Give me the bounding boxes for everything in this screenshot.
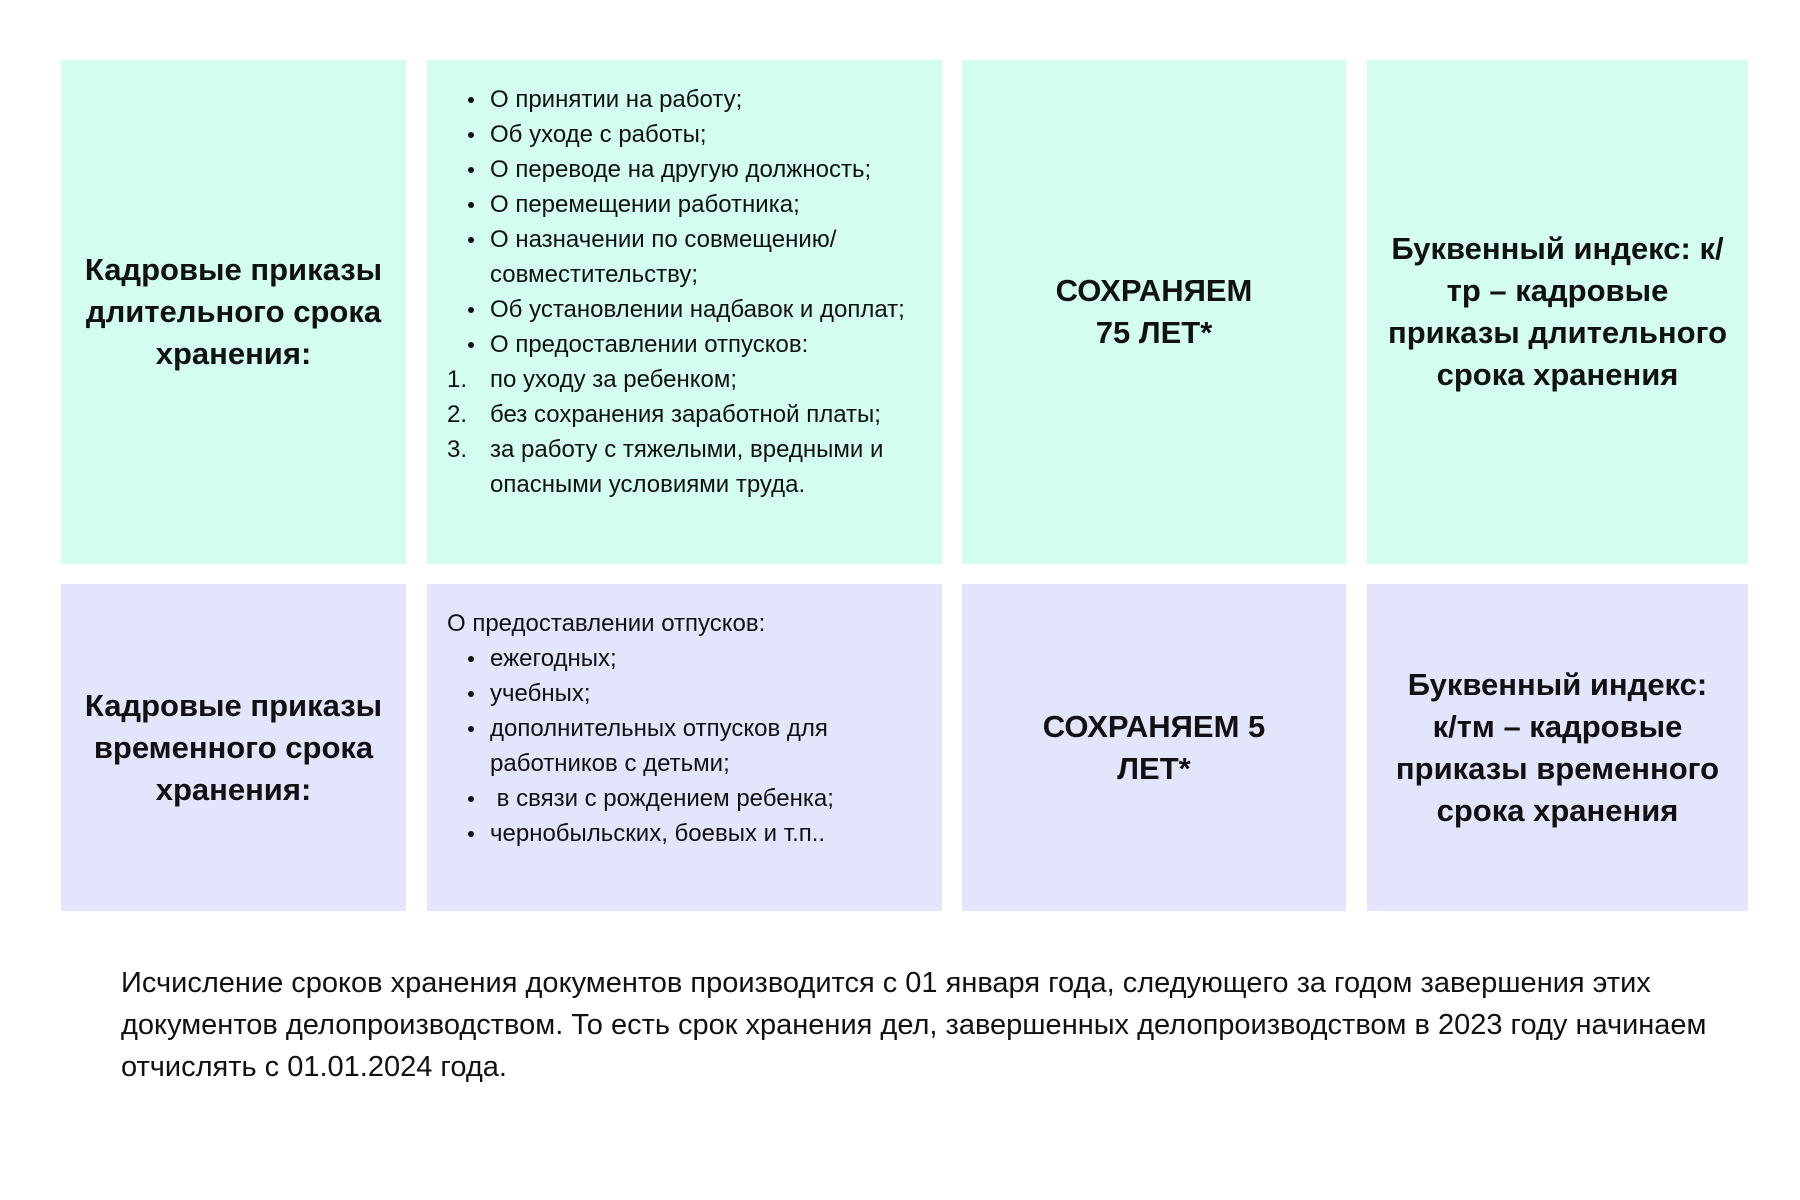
list-item: дополнительных отпусков для работников с детьми;	[490, 711, 926, 781]
row2-storage-term: СОХРАНЯЕМ 5 ЛЕТ*	[1042, 708, 1266, 786]
row1-list-cell	[427, 60, 942, 564]
list-item: О переводе на другую должность;	[490, 152, 926, 187]
row1-title-cell	[61, 60, 406, 564]
list-item: чернобыльских, боевых и т.п..	[490, 816, 926, 851]
list-item: Об уходе с работы;	[490, 117, 926, 152]
row2-vacation-list	[447, 641, 926, 851]
list-item: 1. по уходу за ребенком;	[447, 366, 738, 393]
row1-order-list	[447, 82, 926, 362]
row2-list-cell	[427, 584, 942, 911]
row2-term-cell	[962, 584, 1346, 911]
row1-vacation-sublist	[447, 362, 926, 502]
list-item: О предоставлении отпусков:	[490, 327, 926, 362]
list-item: 2. без сохранения заработной платы;	[447, 401, 881, 428]
row1-storage-term: СОХРАНЯЕМ 75 ЛЕТ*	[1055, 273, 1253, 350]
row1-letter-index: Буквенный индекс: к/тр – кадровые приказы длительного срока хранения	[1387, 231, 1728, 392]
list-item: 3. за работу с тяжелыми, вредными и опасными условиями труда.	[447, 436, 884, 498]
row2-title-cell	[61, 584, 406, 911]
row2-title: Кадровые приказы временного срока хранения:	[84, 687, 383, 807]
list-item: О принятии на работу;	[490, 82, 926, 117]
list-item: О перемещении работника;	[490, 187, 926, 222]
storage-period-note: Исчисление сроков хранения документов производится с 01 января года, следующего за годом завершения этих документов делопроизводством. То есть срок хранения дел, завершенных делопроизводством в 2023 году начинаем отчислять с 01.01.2024 года.	[121, 967, 1707, 1083]
row2-list-intro: О предоставлении отпусков:	[447, 610, 766, 637]
list-item: О назначении по совмещению/ совместительству;	[490, 222, 926, 292]
list-item: ежегодных;	[490, 641, 926, 676]
row1-term-cell	[962, 60, 1346, 564]
row2-letter-index: Буквенный индекс: к/тм – кадровые приказы временного срока хранения	[1395, 666, 1720, 828]
list-item: в связи с рождением ребенка;	[490, 781, 926, 816]
row2-index-cell	[1367, 584, 1748, 911]
row1-title: Кадровые приказы длительного срока хранения:	[84, 252, 383, 371]
list-item: Об установлении надбавок и доплат;	[490, 292, 926, 327]
list-item: учебных;	[490, 676, 926, 711]
row1-index-cell	[1367, 60, 1748, 564]
